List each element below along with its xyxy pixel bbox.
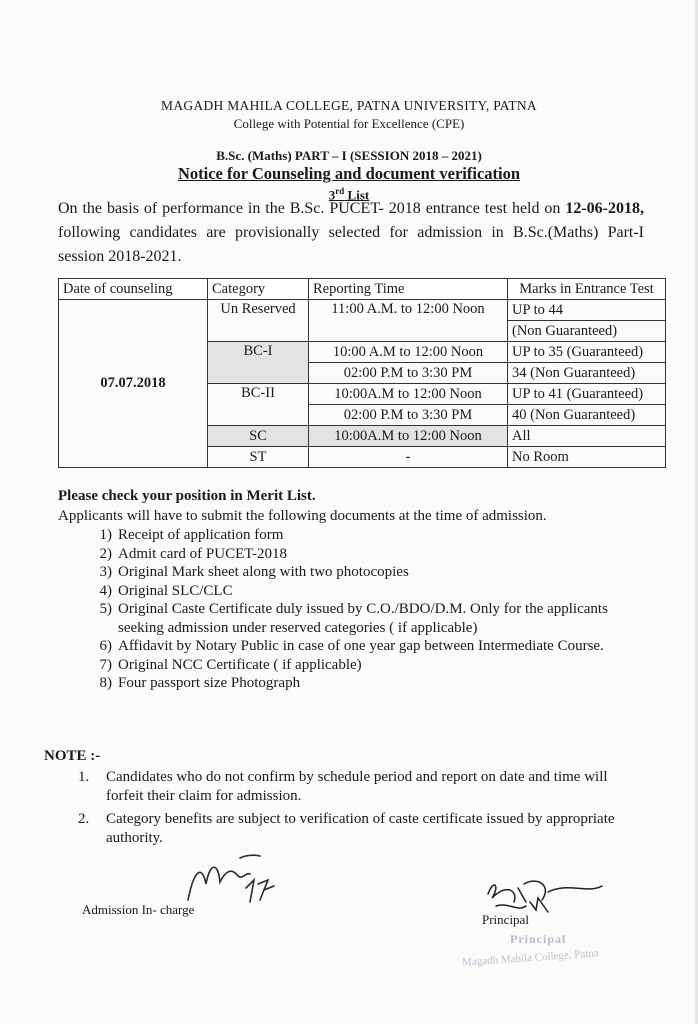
list-item: 1) Receipt of application form [99,527,284,543]
marks-sc: All [508,426,666,447]
time-bc2-slot1: 10:00A.M to 12:00 Noon [309,384,508,405]
list-item: 1. Candidates who do not confirm by schedule period and report on date and time will forfeit their claim for admission. [78,769,608,804]
course-title: B.Sc. (Maths) PART – I (SESSION 2018 – 2021) [216,148,482,163]
time-bc1-slot2: 02:00 P.M to 3:30 PM [309,363,508,384]
principal-label: Principal [482,912,529,927]
category-bc2: BC-II [208,384,309,426]
notes-list [78,768,638,852]
table-header-row [59,279,666,300]
admission-incharge-label: Admission In- charge [82,902,195,917]
list-item: 8) Four passport size Photograph [99,675,301,691]
time-sc: 10:00A.M to 12:00 Noon [309,426,508,447]
institution-subtitle: College with Potential for Excellence (CPE) [233,116,465,131]
list-item: 3) Original Mark sheet along with two photocopies [99,564,409,580]
counseling-table [58,278,666,468]
category-bc1: BC-I [208,342,309,384]
marks-unreserved-note: (Non Guaranteed) [508,321,666,342]
institution-name: MAGADH MAHILA COLLEGE, PATNA UNIVERSITY, PATNA [161,98,537,113]
list-item: 4) Original SLC/CLC [99,582,233,599]
time-bc2-slot2: 02:00 P.M to 3:30 PM [309,405,508,426]
list-item: 2) Admit card of PUCET-2018 [99,545,288,562]
marks-bc2-non-guaranteed: 40 (Non Guaranteed) [508,405,666,426]
time-st: - [309,447,508,468]
documents-intro: Applicants will have to submit the following documents at the time of admission. [58,508,547,524]
category-sc: SC [208,426,309,447]
category-unreserved: Un Reserved [208,300,309,342]
marks-st: No Room [508,447,666,468]
list-item: 2. Category benefits are subject to verification of caste certificate issued by appropriate authority. [78,811,615,846]
header-marks: Marks in Entrance Test [508,279,666,300]
notice-title: Notice for Counseling and document verification [177,164,521,183]
admission-incharge-signature [180,850,280,912]
merit-list-instruction: Please check your position in Merit List. [58,488,316,504]
marks-bc1-guaranteed: UP to 35 (Guaranteed) [508,342,666,363]
marks-bc1-non-guaranteed: 34 (Non Guaranteed) [508,363,666,384]
counseling-date: 07.07.2018 [59,300,208,468]
principal-seal-title: Principal [510,932,567,946]
list-item: 5) Original Caste Certificate duly issued by C.O./BDO/D.M. Only for the applicants seeking admission under reserved categories ( if applicable) [99,601,608,636]
category-st: ST [208,447,309,468]
header-category: Category [208,279,309,300]
test-date: 12-06-2018, [565,200,644,217]
list-item: 6) Affidavit by Notary Public in case of one year gap between Intermediate Course. [99,638,604,654]
list-item: 7) Original NCC Certificate ( if applicable) [99,656,362,673]
documents-list [86,526,646,693]
marks-bc2-guaranteed: UP to 41 (Guaranteed) [508,384,666,405]
principal-seal-name: Magadh Mahila College, Patna [461,947,600,969]
time-unreserved: 11:00 A.M. to 12:00 Noon [309,300,508,342]
header-time: Reporting Time [309,279,508,300]
table-row [59,300,666,321]
marks-unreserved: UP to 44 [508,300,666,321]
time-bc1-slot1: 10:00 A.M to 12:00 Noon [309,342,508,363]
header-date: Date of counseling [59,279,208,300]
note-heading: NOTE :- [44,748,101,764]
list-number: 3rd List [328,186,370,203]
intro-paragraph: On the basis of performance in the B.Sc. PUCET- 2018 entrance test held on 12-06-2018, following candidates are provisionally selected for admission in B.Sc.(Maths) Part-I session 2018-2021. [58,200,644,265]
